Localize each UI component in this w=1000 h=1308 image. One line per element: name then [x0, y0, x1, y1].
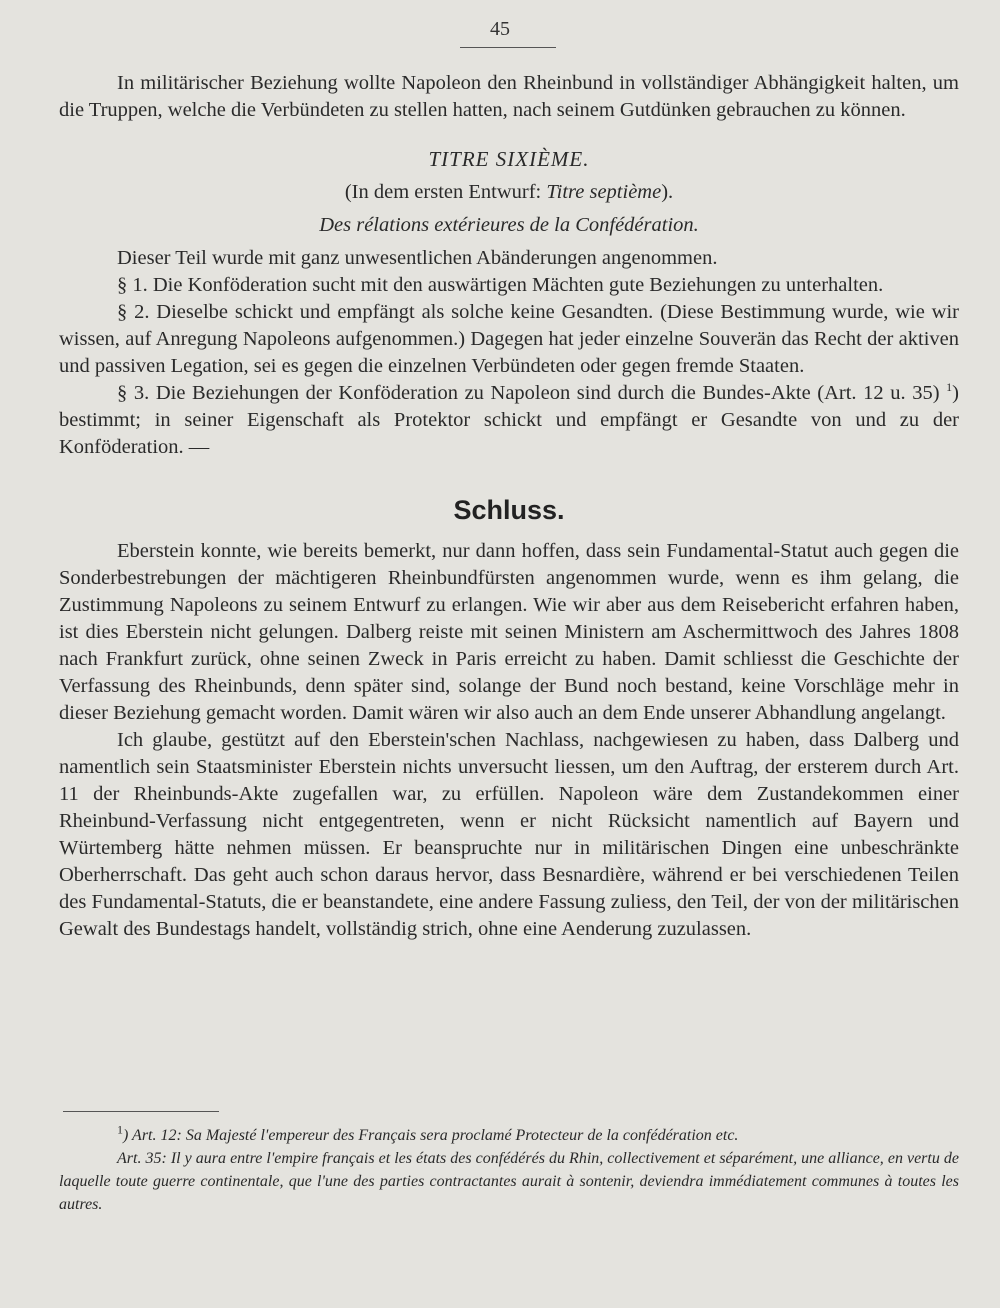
footnote-2: Art. 35: Il y aura entre l'empire français et les états des confédérés du Rhin, collectivement et séparément, une alliance, en vertu de laquelle toute guerre continentale, que l'une des parties contractantes aurait à sontenir, deviendra immédiatement communes à toutes les autres.: [59, 1150, 959, 1213]
section-3-text-after: ) bestimmt; in seiner Eigenschaft als Protektor schickt und empfängt er Gesandte von und zu der Konföderation. —: [59, 382, 959, 458]
page-number: 45: [490, 18, 510, 40]
footnote-rule: [63, 1111, 219, 1112]
titre-note-prefix: (In dem ersten Entwurf:: [344, 181, 547, 203]
footnote-reference: 1: [946, 380, 953, 395]
intro-paragraph: In militärischer Beziehung wollte Napoleon den Rheinbund in vollständiger Abhängigkeit halten, um die Truppen, welche die Verbündeten zu stellen hatten, nach seinem Gutdünken gebrauchen zu können.: [59, 72, 959, 121]
titre-heading: TITRE SIXIÈME.: [428, 147, 590, 171]
footnote-1-text: ) Art. 12: Sa Majesté l'empereur des Français sera proclamé Protecteur de la confédération etc.: [123, 1127, 739, 1144]
page-number-rule: [460, 47, 556, 48]
titre-note: [59, 179, 959, 206]
schluss-paragraph-1: Eberstein konnte, wie bereits bemerkt, nur dann hoffen, dass sein Fundamental-Statut auch gegen die Sonderbestrebungen der mächtigeren Rheinbundfürsten angenommen wurde, wenn es ihm gelang, die Zustimmung Napoleons zu seinem Entwurf zu erlangen. Wie wir aber aus dem Reisebericht erfahren haben, ist dies Eberstein nicht gelungen. Dalberg reiste mit seinen Ministern am Aschermittwoch des Jahres 1808 nach Frankfurt zurück, ohne seinen Zweck in Paris erreicht zu haben. Damit schliesst die Geschichte der Verfassung des Rheinbunds, denn später sind, solange der Bund noch bestand, keine Vorschläge mehr in dieser Beziehung gemacht worden. Damit wären wir also auch an dem Ende unserer Abhandlung angelangt.: [59, 540, 959, 724]
titre-note-suffix: ).: [661, 181, 674, 203]
section-1-paragraph: § 1. Die Konföderation sucht mit den auswärtigen Mächten gute Beziehungen zu unterhalten.: [117, 274, 884, 296]
section-3-paragraph: [59, 380, 959, 461]
titre-note-italic: Titre septième: [546, 181, 662, 203]
footnote-mark: 1: [117, 1122, 123, 1137]
schluss-paragraph-2: Ich glaube, gestützt auf den Eberstein'schen Nachlass, nachgewiesen zu haben, dass Dalberg und namentlich sein Staatsminister Eberstein nichts unversucht liessen, um den Auftrag, der ersterem durch Art. 11 der Rheinbunds-Akte zugefallen war, zu erfüllen. Napoleon wäre dem Zustandekommen einer Rheinbund-Verfassung nicht entgegentreten, wenn er nicht Rücksicht namentlich auf Bayern und Würtemberg hätte nehmen müssen. Er beanspruchte nur in militärischen Dingen eine unbeschränkte Oberherrschaft. Das geht auch schon daraus hervor, dass Besnardière, während er bei verschiedenen Teilen des Fundamental-Statuts, die er beanstandete, eine andere Fassung zuliess, den Teil, der von der militärischen Gewalt des Bundestags handelt, vollständig strich, ohne eine Aenderung zuzulassen.: [59, 729, 959, 940]
footnote-1: [59, 1124, 959, 1147]
main-text: [59, 70, 959, 943]
teil-paragraph: Dieser Teil wurde mit ganz unwesentlichen Abänderungen angenommen.: [117, 247, 718, 269]
titre-subtitle: Des rélations extérieures de la Confédération.: [319, 214, 699, 236]
section-3-text-before: § 3. Die Beziehungen der Konföderation zu Napoleon sind durch die Bundes-Akte (Art. 12 u. 35): [117, 382, 947, 404]
schluss-heading: Schluss.: [453, 495, 565, 525]
footnotes: [59, 1124, 959, 1216]
section-2-paragraph: § 2. Dieselbe schickt und empfängt als solche keine Gesandten. (Diese Bestimmung wurde, wie wir wissen, auf Anregung Napoleons aufgenommen.) Dagegen hat jeder einzelne Souverän das Recht der aktiven und passiven Legation, sei es gegen die einzelnen Verbündeten oder gegen fremde Staaten.: [59, 301, 959, 377]
